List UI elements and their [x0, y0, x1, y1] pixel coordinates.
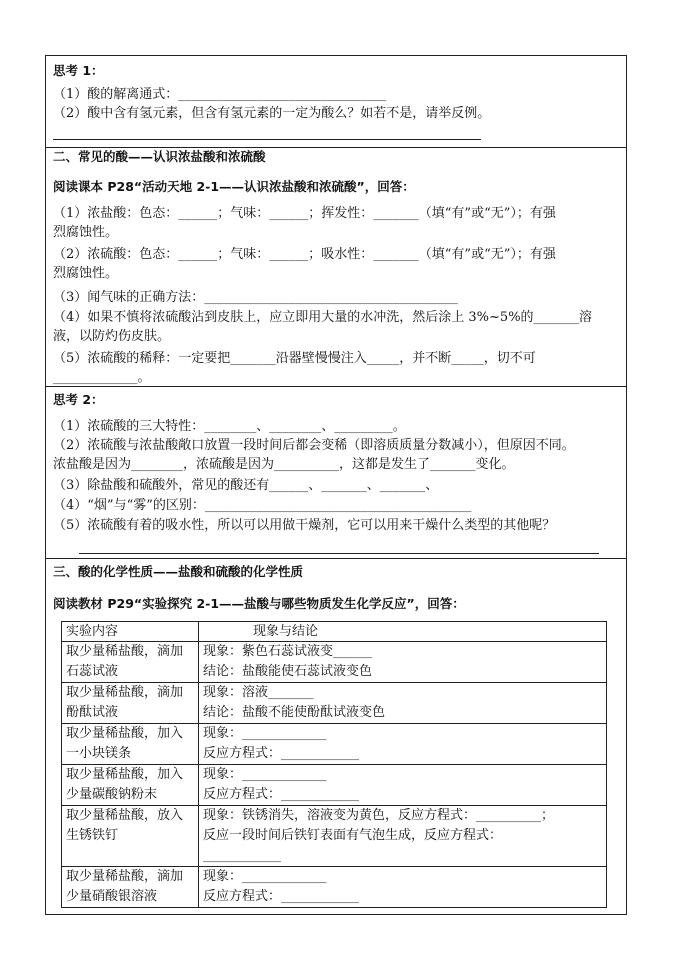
- result-cell: [199, 867, 607, 908]
- result-cell: [199, 765, 607, 806]
- result-text: ____________: [203, 848, 281, 863]
- think2-title: 思考 2：: [53, 392, 104, 407]
- experiment-text: 少量碳酸钠粉末: [66, 787, 158, 802]
- result-cell: [199, 806, 607, 867]
- think1-q1: （1）酸的解离通式：________________________________: [53, 87, 387, 102]
- section3-intro: 阅读教材 P29“实验探究 2-1——盐酸与哪些物质发生化学反应”，回答：: [53, 596, 465, 611]
- think1-q2: （2）酸中含有氢元素，但含有氢元素的一定为酸么？如若不是，请举反例。: [53, 106, 491, 121]
- result-text: 反应方程式：____________: [203, 787, 360, 802]
- result-text: 现象：_____________: [203, 767, 327, 782]
- section2-l1: （1）浓盐酸：色态：______；气味：______；挥发性：_______（填“有”或“无”）；有强: [53, 206, 556, 221]
- think1-title: 思考 1：: [53, 63, 104, 78]
- experiment-text: 少量硝酸银溶液: [66, 889, 158, 904]
- experiment-text: 取少量稀盐酸，滴加: [66, 644, 184, 659]
- table-row: [62, 765, 607, 806]
- experiment-text: 酚酞试液: [66, 705, 119, 720]
- result-text: 现象：_____________: [203, 726, 327, 741]
- section2-l5: （5）浓硫酸的稀释：一定要把_______沿器壁慢慢注入_____，并不断_____，切不可: [53, 351, 536, 366]
- experiment-text: 取少量稀盐酸，加入: [66, 726, 184, 741]
- result-text: 现象：_____________: [203, 869, 327, 884]
- section2-l4b: 液，以防灼伤皮肤。: [53, 329, 171, 344]
- section2-intro: 阅读课本 P28“活动天地 2-1——认识浓盐酸和浓硫酸”，回答：: [53, 179, 415, 194]
- think2-l2b: 浓盐酸是因为________，浓硫酸是因为__________，这都是发生了_______变化。: [53, 457, 515, 472]
- worksheet-frame: [45, 55, 627, 915]
- section2-l3: （3）闻气味的正确方法：_______________________________________: [53, 290, 458, 305]
- experiment-text: 取少量稀盐酸，加入: [66, 767, 184, 782]
- result-text: 现象：铁锈消失，溶液变为黄色，反应方程式：__________；: [203, 808, 555, 823]
- result-text: 结论：盐酸能使石蕊试液变色: [203, 664, 373, 679]
- table-row: [62, 642, 607, 683]
- table-header-row: [62, 622, 607, 642]
- section-divider: [46, 558, 626, 559]
- experiment-table: [61, 621, 607, 908]
- section2-l5b: _____________。: [53, 370, 151, 385]
- think2-answer-line: [79, 553, 599, 554]
- experiment-text: 生锈铁钉: [66, 828, 119, 843]
- experiment-cell: [62, 765, 199, 806]
- table-header-result: 现象与结论: [199, 622, 607, 642]
- section2-heading: 二、常见的酸——认识浓盐酸和浓硫酸: [53, 149, 266, 164]
- think1-answer-line: [53, 139, 481, 140]
- experiment-text: 一小块镁条: [66, 746, 132, 761]
- section2-l2: （2）浓硫酸：色态：______；气味：______；吸水性：_______（填“有”或“无”）；有强: [53, 247, 556, 262]
- table-header-content: 实验内容: [62, 622, 199, 642]
- section3-heading: 三、酸的化学性质——盐酸和硫酸的化学性质: [53, 564, 304, 579]
- result-text: 现象：溶液_______: [203, 685, 314, 700]
- result-cell: [199, 683, 607, 724]
- experiment-cell: [62, 724, 199, 765]
- experiment-cell: [62, 806, 199, 867]
- think2-l5: （5）浓硫酸有着的吸水性，所以可以用做干燥剂，它可以用来干燥什么类型的其他呢？: [53, 518, 556, 533]
- experiment-text: 取少量稀盐酸，滴加: [66, 869, 184, 884]
- section2-l2b: 烈腐蚀性。: [53, 266, 119, 281]
- section-divider: [46, 386, 626, 387]
- result-text: 结论：盐酸不能使酚酞试液变色: [203, 705, 386, 720]
- result-text: 反应方程式：____________: [203, 746, 360, 761]
- think2-l3: （3）除盐酸和硫酸外，常见的酸还有______、_______、_______、: [53, 478, 439, 493]
- result-text: 反应方程式：____________: [203, 889, 360, 904]
- experiment-text: 取少量稀盐酸，放入: [66, 808, 184, 823]
- experiment-cell: [62, 642, 199, 683]
- table-row: [62, 806, 607, 867]
- table-row: [62, 867, 607, 908]
- section2-l4: （4）如果不慎将浓硫酸沾到皮肤上，应立即用大量的水冲洗，然后涂上 3%~5%的_______溶: [53, 310, 593, 325]
- result-text: 反应一段时间后铁钉表面有气泡生成，反应方程式：: [203, 828, 503, 843]
- table-row: [62, 683, 607, 724]
- think2-l1: （1）浓硫酸的三大特性：________、________、_________。: [53, 419, 406, 434]
- table-row: [62, 724, 607, 765]
- experiment-text: 石蕊试液: [66, 664, 119, 679]
- experiment-cell: [62, 867, 199, 908]
- experiment-text: 取少量稀盐酸，滴加: [66, 685, 184, 700]
- section2-l1b: 烈腐蚀性。: [53, 225, 119, 240]
- result-cell: [199, 724, 607, 765]
- result-cell: [199, 642, 607, 683]
- think2-l2: （2）浓硫酸与浓盐酸敞口放置一段时间后都会变稀（即溶质质量分数减小），但原因不同。: [53, 438, 575, 453]
- result-text: 现象：紫色石蕊试液变______: [203, 644, 373, 659]
- think2-l4: （4）“烟”与“雾”的区别：_________________________________________: [53, 498, 472, 513]
- experiment-cell: [62, 683, 199, 724]
